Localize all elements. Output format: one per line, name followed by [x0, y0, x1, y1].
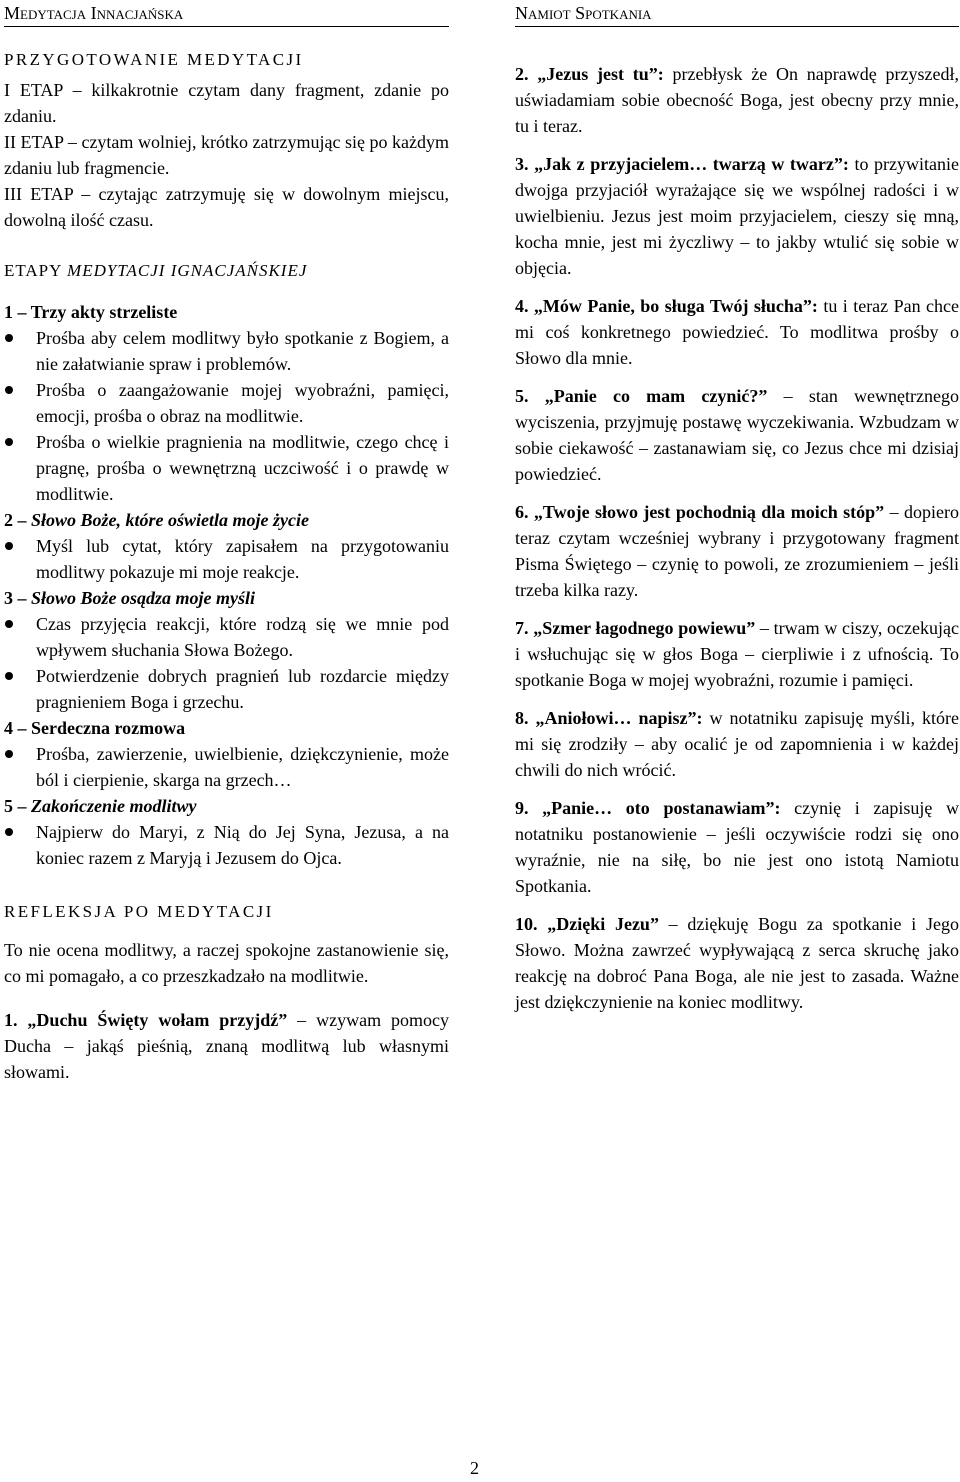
- etapy-title-italic: MEDYTACJI IGNACJAŃSKIEJ: [67, 261, 308, 280]
- list-item-text: Prośba o zaangażowanie mojej wyobraźni, pamięci, emocji, prośba o obraz na modlitwie.: [36, 380, 449, 426]
- step-text: – dziękuję Bogu za spotkanie i Jego Słowo. Można zawrzeć wypływającą z serca skruchę jako reakcję na dobroć Pana Boga, ale nie jest to zasada. Ważne jest dziękczynienie na koniec modlitwy.: [515, 914, 960, 1012]
- group-3-num: 3 –: [4, 588, 31, 608]
- group-4-title: [4, 715, 449, 741]
- group-3-label: Słowo Boże osądza moje myśli: [31, 588, 256, 608]
- step-head: 10. „Dzięki Jezu”: [515, 914, 659, 934]
- step-text: – trwam w ciszy, oczekując i wsłuchując się w głos Boga – cierpliwie i z ufnością. To spotkanie Boga w mojej wyobraźni, rozumie i pamięci.: [515, 618, 959, 690]
- group-5-title: [4, 793, 449, 819]
- step-head: 7. „Szmer łagodnego powiewu”: [515, 618, 756, 638]
- step-3: [515, 151, 959, 281]
- step-text: to przywitanie dwojga przyjaciół wyrażające się we wspólnej radości i w uwielbieniu. Jezus jest moim przyjacielem, cieszy się mną, kocha mnie, jest mi życzliwy – to jakby wtulić się sobie w objęcia.: [515, 154, 959, 278]
- list-item: [4, 429, 449, 507]
- step-text: – stan wewnętrznego wyciszenia, przyjmuję postawę wyczekiwania. Wzbudzam w sobie ciekawość – zastanawiam się, co Jezus chce mi dzisiaj powiedzieć.: [515, 386, 960, 484]
- bullet-icon: [5, 334, 13, 342]
- group-1-label: Trzy akty strzeliste: [30, 302, 178, 322]
- step-text: w notatniku zapisuję myśli, które mi się zrodziły – aby ocalić je od zapomnienia i w każdej chwili do nich wrócić.: [515, 708, 959, 780]
- step-head: 1. „Duchu Święty wołam przyjdź”: [4, 1010, 288, 1030]
- running-head-right: Namiot Spotkania: [515, 2, 959, 27]
- group-3-list: [4, 611, 449, 715]
- group-1-num: 1 –: [4, 302, 31, 322]
- bullet-icon: [5, 620, 13, 628]
- right-column: [515, 0, 959, 1027]
- step-text: czynię i zapisuję w notatniku postanowienie – jeśli oczywiście rodzi się ono wyraźnie, nie na siłę, bo nie jest ono istotą Namiotu Spotkania.: [515, 798, 959, 896]
- step-text: – dopiero teraz czytam wcześniej wybrany i przygotowany fragment Pisma Świętego – czynię to powoli, ze zrozumieniem – jeśli trzeba kilka razy.: [515, 502, 959, 600]
- group-2-list: [4, 533, 449, 585]
- etap-1: I ETAP – kilkakrotnie czytam dany fragment, zdanie po zdaniu.: [4, 80, 449, 126]
- list-item: [4, 377, 449, 429]
- list-item: [4, 533, 449, 585]
- step-head: 2. „Jezus jest tu”:: [515, 64, 664, 84]
- group-2-title: [4, 507, 449, 533]
- bullet-icon: [5, 672, 13, 680]
- etap-3: III ETAP – czytając zatrzymuję się w dowolnym miejscu, dowolną ilość czasu.: [4, 184, 449, 230]
- refleksja-title: REFLEKSJA PO MEDYTACJI: [4, 902, 274, 921]
- group-2-label: Słowo Boże, które oświetla moje życie: [31, 510, 309, 530]
- group-5-num: 5 –: [4, 796, 31, 816]
- etapy-title: [4, 259, 449, 283]
- step-6: [515, 499, 959, 603]
- etapy-title-plain: ETAPY: [4, 261, 68, 280]
- step-7: [515, 615, 959, 693]
- list-item-text: Potwierdzenie dobrych pragnień lub rozdarcie między pragnieniem Boga i grzechu.: [36, 666, 449, 712]
- list-item-text: Prośba aby celem modlitwy było spotkanie z Bogiem, a nie załatwianie spraw i problemów.: [36, 328, 449, 374]
- step-head: 8. „Aniołowi… napisz”:: [515, 708, 703, 728]
- group-3-title: [4, 585, 449, 611]
- prep-title: PRZYGOTOWANIE MEDYTACJI: [4, 50, 304, 69]
- etap-2: II ETAP – czytam wolniej, krótko zatrzymując się po każdym zdaniu lub fragmencie.: [4, 132, 449, 178]
- refleksja-step-1: [4, 1007, 449, 1085]
- step-9: [515, 795, 959, 899]
- step-text: tu i teraz Pan chce mi coś konkretnego powiedzieć. To modlitwa prośby o Słowo dla mnie.: [515, 296, 959, 368]
- group-1-list: [4, 325, 449, 507]
- step-text: – wzywam pomocy Ducha – jakąś pieśnią, znaną modlitwą lub własnymi słowami.: [4, 1010, 450, 1082]
- group-4-num: 4 –: [4, 718, 31, 738]
- group-2-num: 2 –: [4, 510, 31, 530]
- list-item-text: Myśl lub cytat, który zapisałem na przygotowaniu modlitwy pokazuje mi moje reakcje.: [36, 536, 449, 582]
- step-5: [515, 383, 959, 487]
- group-4-label: Serdeczna rozmowa: [31, 718, 186, 738]
- step-head: 6. „Twoje słowo jest pochodnią dla moich stóp”: [515, 502, 885, 522]
- bullet-icon: [5, 750, 13, 758]
- group-1-title: [4, 299, 449, 325]
- list-item: [4, 325, 449, 377]
- list-item: [4, 663, 449, 715]
- step-8: [515, 705, 959, 783]
- step-head: 3. „Jak z przyjacielem… twarzą w twarz”:: [515, 154, 849, 174]
- step-4: [515, 293, 959, 371]
- list-item-text: Czas przyjęcia reakcji, które rodzą się we mnie pod wpływem słuchania Słowa Bożego.: [36, 614, 449, 660]
- refleksja-intro: To nie ocena modlitwy, a raczej spokojne zastanowienie się, co mi pomagało, a co przeszkadzało na modlitwie.: [4, 940, 449, 986]
- step-head: 9. „Panie… oto postanawiam”:: [515, 798, 781, 818]
- step-text: przebłysk że On naprawdę przyszedł, uświadamiam sobie obecność Boga, jest obecny przy mnie, tu i teraz.: [515, 64, 959, 136]
- list-item-text: Prośba, zawierzenie, uwielbienie, dziękczynienie, może ból i cierpienie, skarga na grzech…: [36, 744, 449, 790]
- step-head: 5. „Panie co mam czynić?”: [515, 386, 768, 406]
- list-item-text: Prośba o wielkie pragnienia na modlitwie, czego chcę i pragnę, prośba o wewnętrzną uczciwość i o prawdę w modlitwie.: [36, 432, 449, 504]
- step-10: [515, 911, 959, 1015]
- bullet-icon: [5, 828, 13, 836]
- bullet-icon: [5, 386, 13, 394]
- group-5-list: [4, 819, 449, 871]
- step-head: 4. „Mów Panie, bo sługa Twój słucha”:: [515, 296, 818, 316]
- list-item: [4, 741, 449, 793]
- page-number: 2: [470, 1458, 479, 1478]
- step-2: [515, 61, 959, 139]
- running-head-left: Medytacja Innacjańska: [4, 2, 449, 27]
- list-item: [4, 611, 449, 663]
- bullet-icon: [5, 438, 13, 446]
- group-5-label: Zakończenie modlitwy: [31, 796, 197, 816]
- list-item: [4, 819, 449, 871]
- list-item-text: Najpierw do Maryi, z Nią do Jej Syna, Jezusa, a na koniec razem z Maryją i Jezusem do Ojca.: [36, 822, 449, 868]
- bullet-icon: [5, 542, 13, 550]
- group-4-list: [4, 741, 449, 793]
- left-column: [4, 0, 449, 1097]
